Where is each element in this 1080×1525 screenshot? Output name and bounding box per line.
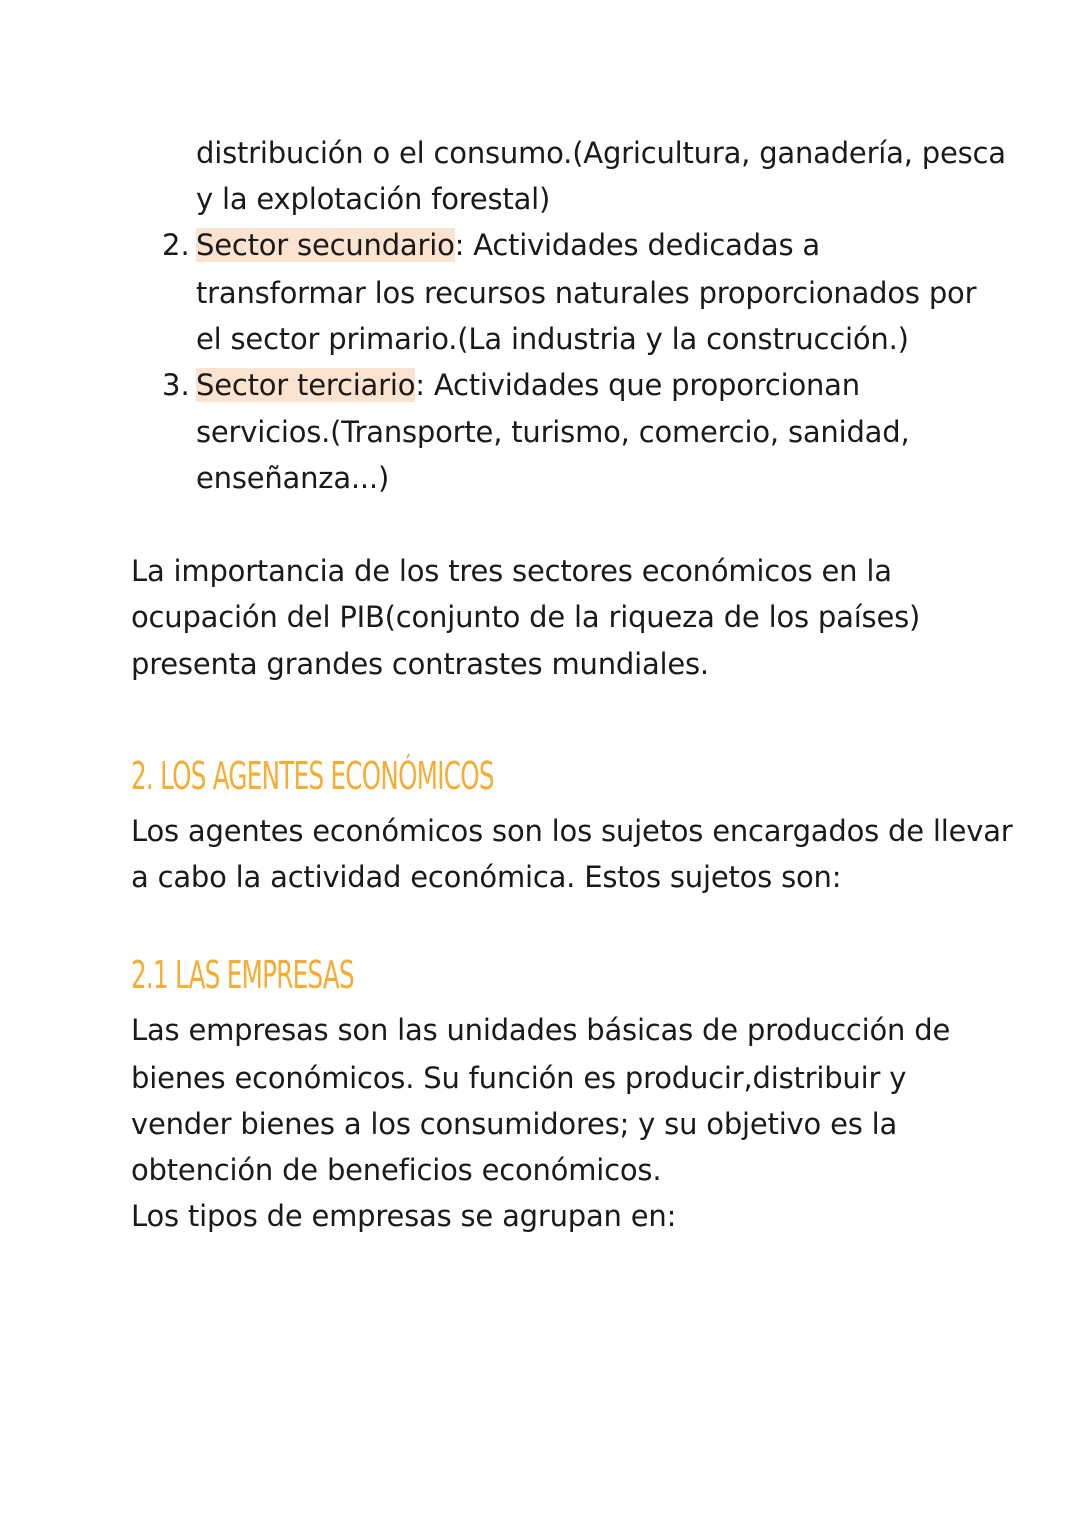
list-item-terciario-line-2: servicios.(Transporte, turismo, comercio, sanidad,	[196, 415, 910, 449]
section-heading-agents: 2. LOS AGENTES ECONÓMICOS	[131, 754, 494, 798]
list-item-secundario-line-1	[196, 225, 820, 265]
highlighted-term: Sector secundario	[196, 228, 455, 262]
list-item-number: 2.	[162, 228, 190, 262]
companies-paragraph-line-1: Las empresas son las unidades básicas de producción de	[131, 1013, 951, 1047]
list-item-secundario-line-2: transformar los recursos naturales proporcionados por	[196, 276, 977, 310]
list-item-text: : Actividades dedicadas a	[454, 228, 820, 262]
list-item-number: 3.	[162, 368, 190, 402]
importance-paragraph-line-2: ocupación del PIB(conjunto de la riqueza de los países)	[131, 600, 921, 634]
list-item-terciario-line-3: enseñanza...)	[196, 461, 390, 495]
list-continuation-line-1: distribución o el consumo.(Agricultura, ganadería, pesca	[196, 136, 1006, 170]
importance-paragraph-line-3: presenta grandes contrastes mundiales.	[131, 647, 709, 681]
list-item-text: : Actividades que proporcionan	[415, 368, 860, 402]
list-item-terciario-line-1	[196, 365, 860, 405]
agents-paragraph-line-1: Los agentes económicos son los sujetos encargados de llevar	[131, 814, 1013, 848]
list-item-secundario-line-3: el sector primario.(La industria y la construcción.)	[196, 322, 909, 356]
highlighted-term: Sector terciario	[196, 368, 416, 402]
companies-paragraph-line-5: Los tipos de empresas se agrupan en:	[131, 1199, 677, 1233]
list-continuation-line-2: y la explotación forestal)	[196, 182, 551, 216]
importance-paragraph-line-1: La importancia de los tres sectores económicos en la	[131, 554, 892, 588]
section-heading-companies: 2.1 LAS EMPRESAS	[131, 953, 354, 997]
companies-paragraph-line-2: bienes económicos. Su función es producir,distribuir y	[131, 1061, 907, 1095]
companies-paragraph-line-3: vender bienes a los consumidores; y su objetivo es la	[131, 1107, 898, 1141]
companies-paragraph-line-4: obtención de beneficios económicos.	[131, 1153, 662, 1187]
agents-paragraph-line-2: a cabo la actividad económica. Estos sujetos son:	[131, 860, 842, 894]
